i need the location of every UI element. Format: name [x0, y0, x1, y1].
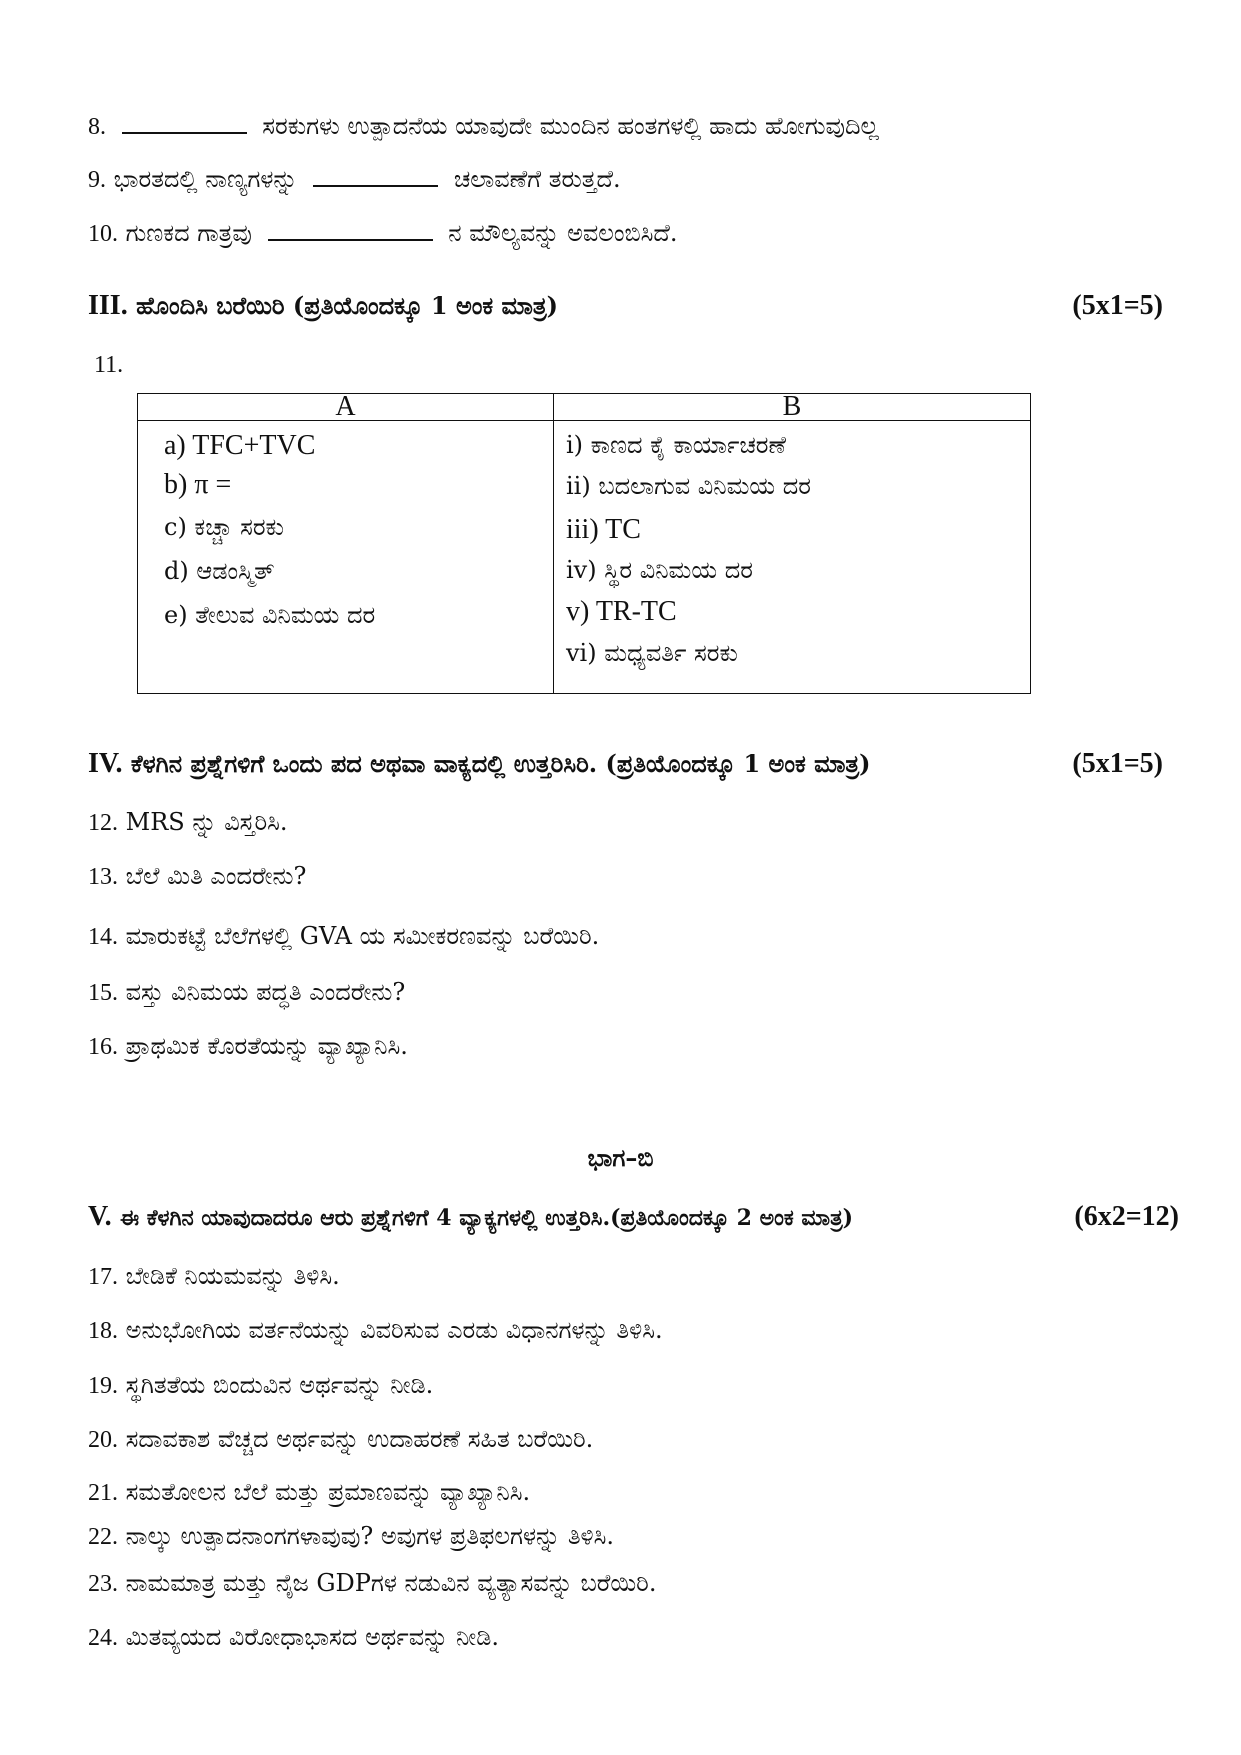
- question-13: [88, 862, 306, 891]
- question-number: 18.: [88, 1318, 118, 1344]
- question-text: ಮಾರುಕಟ್ಟೆ ಬೆಲೆಗಳಲ್ಲಿ GVA ಯ ಸಮೀಕರಣವನ್ನು ಬರೆಯಿರಿ.: [125, 922, 600, 950]
- match-table: [137, 393, 1031, 694]
- match-item-v: v) TR-TC: [566, 596, 677, 627]
- section-title: ಈ ಕೆಳಗಿನ ಯಾವುದಾದರೂ ಆರು ಪ್ರಶ್ನೆಗಳಿಗೆ 4 ವ್ಯಾಕ್ಯಗಳಲ್ಲಿ ಉತ್ತರಿಸಿ.(ಪ್ರತಿಯೊಂದಕ್ಕೂ 2 ಅಂಕ ಮಾತ್ರ): [119, 1205, 854, 1231]
- question-number: 24.: [88, 1625, 118, 1651]
- question-number: 10.: [88, 221, 118, 247]
- section-marks: (5x1=5): [1072, 748, 1163, 779]
- question-8: [88, 112, 879, 141]
- section-marks: (6x2=12): [1074, 1201, 1179, 1232]
- section-marks: (5x1=5): [1072, 290, 1163, 321]
- question-19: [88, 1371, 433, 1400]
- section-number: V.: [88, 1201, 112, 1232]
- part-b-title: ಭಾಗ–ಬಿ: [587, 1143, 654, 1172]
- section-title: ಹೊಂದಿಸಿ ಬರೆಯಿರಿ (ಪ್ರತಿಯೊಂದಕ್ಕೂ 1 ಅಂಕ ಮಾತ್ರ): [136, 291, 558, 320]
- question-text: MRS ನ್ನು ವಿಸ್ತರಿಸಿ.: [125, 808, 288, 836]
- question-number: 12.: [88, 810, 118, 836]
- question-24: [88, 1623, 499, 1652]
- question-21: [88, 1478, 530, 1507]
- question-15: [88, 978, 405, 1007]
- question-number: 21.: [88, 1480, 118, 1506]
- question-number: 13.: [88, 864, 118, 890]
- question-10: [88, 219, 677, 248]
- answer-blank: [122, 118, 247, 134]
- question-text: ಸಮತೋಲನ ಬೆಲೆ ಮತ್ತು ಪ್ರಮಾಣವನ್ನು ವ್ಯಾಖ್ಯಾನಿಸಿ.: [125, 1478, 531, 1506]
- question-number: 9.: [88, 167, 106, 193]
- section-3-heading: [88, 290, 1163, 322]
- question-text: ಪ್ರಾಥಮಿಕ ಕೊರತೆಯನ್ನು ವ್ಯಾಖ್ಯಾನಿಸಿ.: [125, 1032, 408, 1060]
- match-item-e: e) ತೇಲುವ ವಿನಿಮಯ ದರ: [164, 601, 376, 629]
- question-number: 23.: [88, 1571, 118, 1597]
- match-item-i: i) ಕಾಣದ ಕೈ ಕಾರ್ಯಾಚರಣೆ: [566, 431, 786, 459]
- question-text: ಬೇಡಿಕೆ ನಿಯಮವನ್ನು ತಿಳಿಸಿ.: [125, 1262, 340, 1290]
- question-number: 14.: [88, 924, 118, 950]
- section-4-heading: [88, 748, 1163, 780]
- section-number: III.: [88, 290, 128, 321]
- question-text: ಅನುಭೋಗಿಯ ವರ್ತನೆಯನ್ನು ವಿವರಿಸುವ ಎರಡು ವಿಧಾನಗಳನ್ನು ತಿಳಿಸಿ.: [125, 1316, 663, 1344]
- question-number: 19.: [88, 1373, 118, 1399]
- question-text: ನಾಲ್ಕು ಉತ್ಪಾದನಾಂಗಗಳಾವುವು? ಅವುಗಳ ಪ್ರತಿಫಲಗಳನ್ನು ತಿಳಿಸಿ.: [125, 1522, 615, 1550]
- question-text: ನ ಮೌಲ್ಯವನ್ನು ಅವಲಂಬಿಸಿದೆ.: [448, 219, 678, 247]
- question-11-number: [94, 350, 123, 379]
- question-16: [88, 1032, 408, 1061]
- match-item-c: c) ಕಚ್ಚಾ ಸರಕು: [164, 513, 284, 541]
- question-number: 16.: [88, 1034, 118, 1060]
- question-number: 15.: [88, 980, 118, 1006]
- question-20: [88, 1425, 593, 1454]
- answer-blank: [313, 171, 438, 187]
- question-number: 8.: [88, 114, 106, 140]
- section-title: ಕೆಳಗಿನ ಪ್ರಶ್ನೆಗಳಿಗೆ ಒಂದು ಪದ ಅಥವಾ ವಾಕ್ಯದಲ್ಲಿ ಉತ್ತರಿಸಿರಿ. (ಪ್ರತಿಯೊಂದಕ್ಕೂ 1 ಅಂಕ ಮಾತ್ರ): [130, 749, 871, 778]
- question-text: ಸ್ಥಗಿತತೆಯ ಬಿಂದುವಿನ ಅರ್ಥವನ್ನು ನೀಡಿ.: [125, 1371, 434, 1399]
- match-item-a: a) TFC+TVC: [164, 430, 316, 461]
- match-item-d: d) ಆಡಂಸ್ಮಿತ್: [164, 557, 275, 585]
- question-text: ಚಲಾವಣೆಗೆ ತರುತ್ತದೆ.: [453, 165, 621, 193]
- match-item-vi: vi) ಮಧ್ಯವರ್ತಿ ಸರಕು: [566, 639, 738, 667]
- question-number: 20.: [88, 1427, 118, 1453]
- question-text: ಸರಕುಗಳು ಉತ್ಪಾದನೆಯ ಯಾವುದೇ ಮುಂದಿನ ಹಂತಗಳಲ್ಲಿ ಹಾದು ಹೋಗುವುದಿಲ್ಲ: [262, 112, 879, 140]
- match-item-ii: ii) ಬದಲಾಗುವ ವಿನಿಮಯ ದರ: [566, 472, 811, 500]
- question-9: [88, 165, 621, 194]
- question-number: 17.: [88, 1264, 118, 1290]
- question-text: ಸದಾವಕಾಶ ವೆಚ್ಚದ ಅರ್ಥವನ್ನು ಉದಾಹರಣೆ ಸಹಿತ ಬರೆಯಿರಿ.: [125, 1425, 594, 1453]
- section-5-heading: [88, 1201, 1179, 1233]
- question-number: 11.: [94, 352, 124, 378]
- question-12: [88, 808, 288, 837]
- section-number: IV.: [88, 748, 123, 779]
- column-b-items: [554, 421, 1031, 694]
- question-14: [88, 922, 599, 951]
- question-text: ಬೆಲೆ ಮಿತಿ ಎಂದರೇನು?: [125, 862, 307, 890]
- question-number: 22.: [88, 1524, 118, 1550]
- question-text: ಭಾರತದಲ್ಲಿ ನಾಣ್ಯಗಳನ್ನು: [113, 165, 298, 193]
- question-text: ಗುಣಕದ ಗಾತ್ರವು: [125, 219, 252, 247]
- question-text: ನಾಮಮಾತ್ರ ಮತ್ತು ನೈಜ GDPಗಳ ನಡುವಿನ ವ್ಯತ್ಯಾಸವನ್ನು ಬರೆಯಿರಿ.: [125, 1569, 657, 1597]
- column-a-items: [138, 421, 554, 694]
- column-a-header: A: [138, 394, 554, 421]
- match-item-iii: iii) TC: [566, 514, 641, 545]
- question-23: [88, 1569, 656, 1598]
- column-b-header: B: [554, 394, 1031, 421]
- question-text: ವಸ್ತು ವಿನಿಮಯ ಪದ್ಧತಿ ಎಂದರೇನು?: [125, 978, 406, 1006]
- match-item-b: b) π =: [164, 469, 232, 500]
- question-text: ಮಿತವ್ಯಯದ ವಿರೋಧಾಭಾಸದ ಅರ್ಥವನ್ನು ನೀಡಿ.: [125, 1623, 499, 1651]
- match-item-iv: iv) ಸ್ಥಿರ ವಿನಿಮಯ ದರ: [566, 556, 753, 584]
- question-22: [88, 1522, 614, 1551]
- answer-blank: [268, 225, 433, 241]
- question-17: [88, 1262, 340, 1291]
- question-18: [88, 1316, 663, 1345]
